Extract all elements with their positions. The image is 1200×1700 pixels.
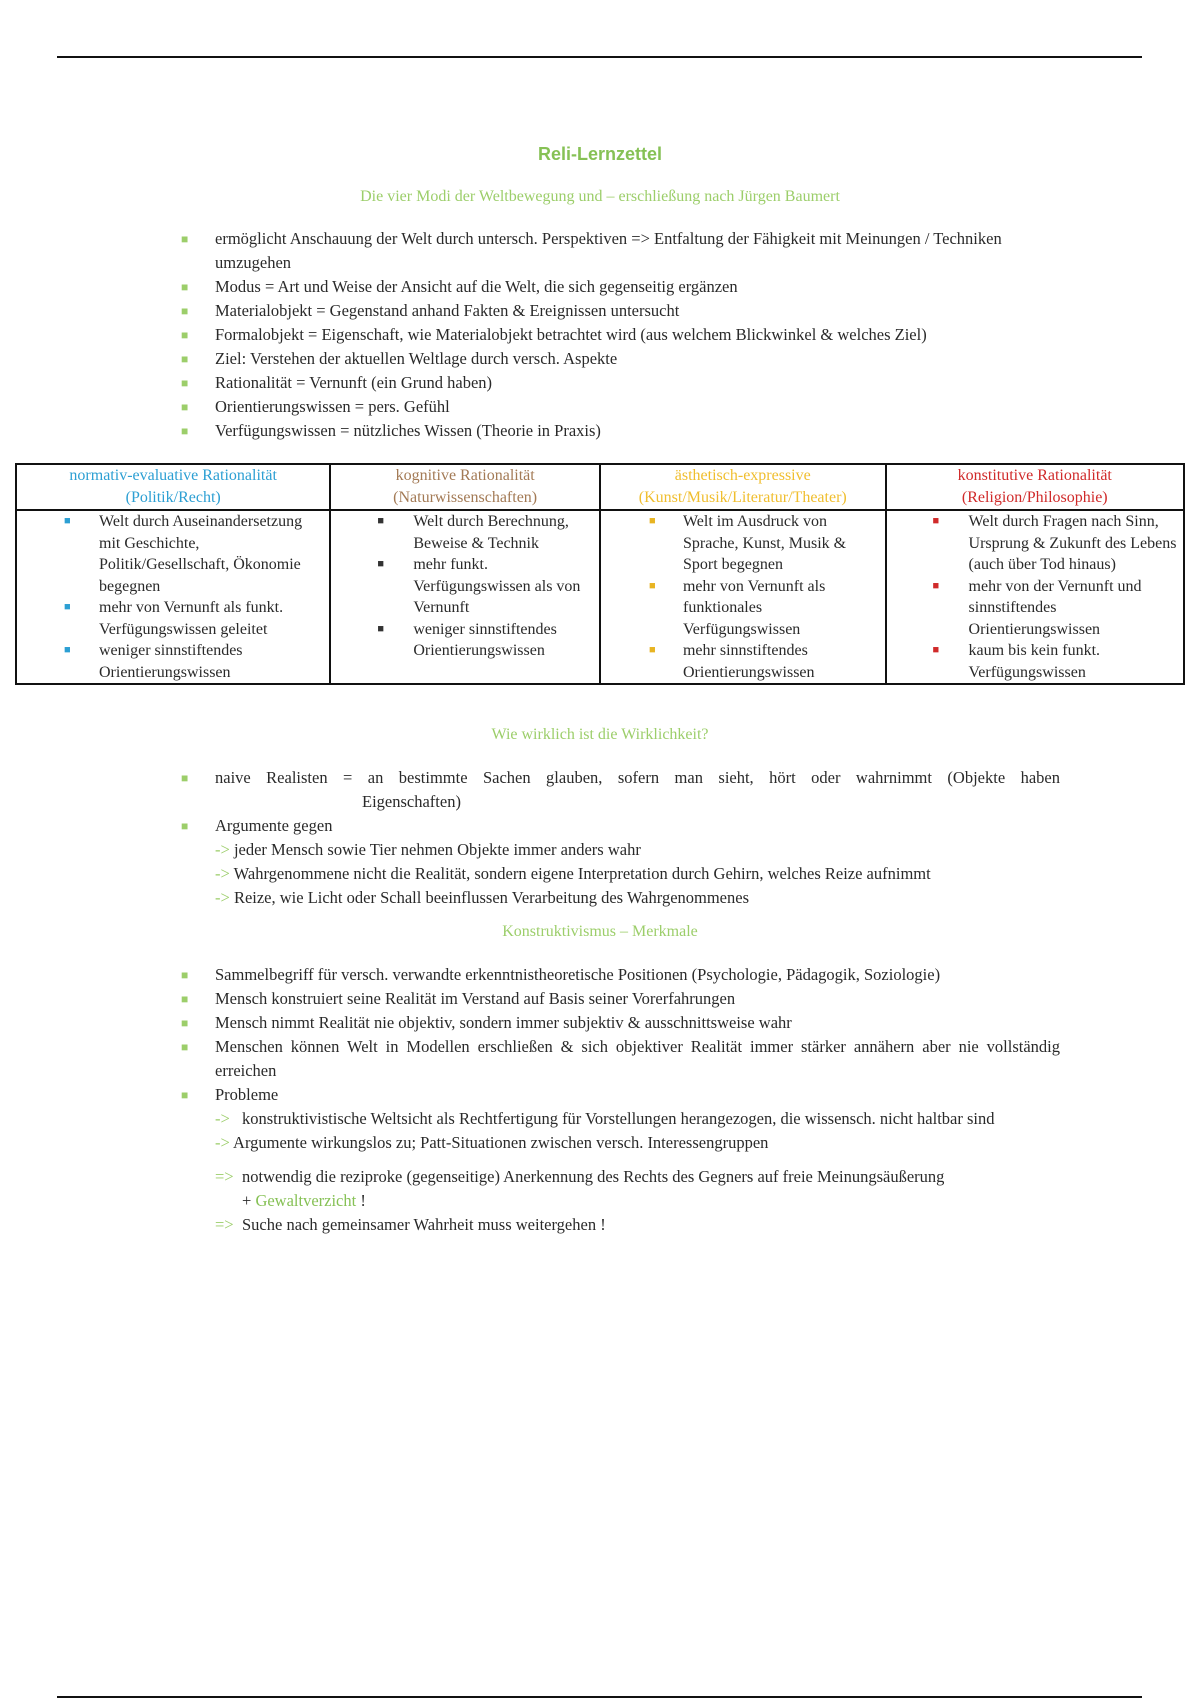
bullet-icon: ■ <box>932 579 940 592</box>
bullet-icon: ■ <box>181 376 189 390</box>
list-item: ■ Mensch konstruiert seine Realität im Verstand auf Basis seiner Vorerfahrungen <box>180 987 1060 1011</box>
list-item: ■ Ziel: Verstehen der aktuellen Weltlage durch versch. Aspekte <box>180 347 1060 371</box>
table-cell-konstitutiv <box>886 510 1184 684</box>
bullet-icon: ■ <box>648 644 656 656</box>
table-cell-kognitiv <box>330 510 600 684</box>
list-item: ■ mehr von der Vernunft und sinnstiftendes Orientierungswissen <box>932 577 1142 638</box>
list-item: ■ Rationalität = Vernunft (ein Grund haben) <box>180 371 1060 395</box>
arrow-icon: -> <box>215 840 230 859</box>
bullet-icon: ■ <box>181 352 189 366</box>
bullet-icon: ■ <box>932 515 940 527</box>
bullet-icon: ■ <box>181 232 189 246</box>
list-item: ■ ermöglicht Anschauung der Welt durch untersch. Perspektiven => Entfaltung der Fähigkeit mit Meinungen / Techniken umzugehen <box>181 229 1002 272</box>
list-item: ■ Orientierungswissen = pers. Gefühl <box>180 395 1060 419</box>
conclusion-item: => Suche nach gemeinsamer Wahrheit muss weitergehen ! <box>215 1213 1060 1237</box>
bullet-icon: ■ <box>181 328 189 342</box>
list-item: ■ kaum bis kein funkt. Verfügungswissen <box>932 642 1101 681</box>
list-item: ■ Welt im Ausdruck von Sprache, Kunst, Musik & Sport begegnen <box>648 513 847 573</box>
bullet-icon: ■ <box>64 515 71 527</box>
bullet-icon: ■ <box>377 622 384 635</box>
list-item: ■ Welt durch Fragen nach Sinn, Ursprung & Zukunft des Lebens (auch über Tod hinaus) <box>932 513 1177 573</box>
arrow-icon: -> <box>215 864 230 883</box>
sub-item: -> Wahrgenommene nicht die Realität, sondern eigene Interpretation durch Gehirn, welches Reize aufnimmt <box>215 864 931 883</box>
column-header-konstitutiv: konstitutive Rationalität (Religion/Philosophie) <box>886 464 1184 510</box>
bullet-icon: ■ <box>181 771 189 785</box>
bullet-icon: ■ <box>648 515 656 527</box>
column-header-aesthetisch: ästhetisch-expressive (Kunst/Musik/Literatur/Theater) <box>600 464 886 510</box>
bullet-icon: ■ <box>377 515 384 527</box>
table-cell-aesthetisch <box>600 510 886 684</box>
column-header-kognitiv: kognitive Rationalität (Naturwissenschaften) <box>330 464 600 510</box>
table-header-row <box>16 464 1184 510</box>
bullet-icon: ■ <box>181 1088 189 1102</box>
sub-item: -> jeder Mensch sowie Tier nehmen Objekte immer anders wahr <box>215 840 641 859</box>
bullet-icon: ■ <box>932 644 940 656</box>
bullet-icon: ■ <box>181 400 189 414</box>
table-cell-normativ <box>16 510 330 684</box>
list-item: ■ Welt durch Auseinandersetzung mit Geschichte, Politik/Gesellschaft, Ökonomie begegnen <box>64 513 303 595</box>
list-item: ■ Formalobjekt = Eigenschaft, wie Materialobjekt betrachtet wird (aus welchem Blickwinkel & welches Ziel) <box>180 323 1060 347</box>
list-item: ■ mehr funkt. Verfügungswissen als von Vernunft <box>377 556 581 616</box>
list-item: ■ Probleme -> konstruktivistische Weltsicht als Rechtfertigung für Vorstellungen herangezogen, die wissensch. nicht haltbar sind -> Argumente wirkungslos zu; Patt-Situationen zwischen versch. Interessengruppen => notwendig die reziproke (gegenseitige) Anerkennung des Rechts des Gegners auf freie Meinungsäußerung + Gewaltverzicht ! => Suche nach gemeinsamer Wahrheit muss weitergehen ! <box>180 1083 1060 1237</box>
section-heading-konstruktivismus: Konstruktivismus – Merkmale <box>502 923 698 940</box>
list-item: ■ mehr von Vernunft als funktionales Verfügungswissen <box>648 577 826 638</box>
list-item: ■ naive Realisten = an bestimmte Sachen glauben, sofern man sieht, hört oder wahrnimmt (Objekte haben Eigenschaften) <box>181 768 1060 811</box>
list-item: ■ Verfügungswissen = nützliches Wissen (Theorie in Praxis) <box>180 419 1060 443</box>
list-item: ■ weniger sinnstiftendes Orientierungswissen <box>64 642 243 681</box>
list-item: ■ Mensch nimmt Realität nie objektiv, sondern immer subjektiv & ausschnittsweise wahr <box>180 1011 1060 1035</box>
list-item: ■ Menschen können Welt in Modellen erschließen & sich objektiver Realität immer stärker annähern aber nie vollständig erreichen <box>181 1037 1060 1080</box>
modi-bullet-list <box>180 227 1060 443</box>
column-header-normativ: normativ-evaluative Rationalität (Politik/Recht) <box>16 464 330 510</box>
bullet-icon: ■ <box>181 992 189 1006</box>
section-heading-modi: Die vier Modi der Weltbewegung und – erschließung nach Jürgen Baumert <box>360 188 840 205</box>
bullet-icon: ■ <box>648 579 656 592</box>
bullet-icon: ■ <box>181 968 189 982</box>
list-item: ■ mehr von Vernunft als funkt. Verfügungswissen geleitet <box>64 599 284 638</box>
bottom-rule <box>57 1696 1142 1698</box>
list-item: ■ Argumente gegen -> jeder Mensch sowie Tier nehmen Objekte immer anders wahr -> Wahrgenommene nicht die Realität, sondern eigene Interpretation durch Gehirn, welches Reize aufnimmt -> Reize, wie Licht oder Schall beeinflussen Verarbeitung des Wahrgenommenes <box>180 814 1060 910</box>
bullet-icon: ■ <box>181 1040 189 1054</box>
page-title: Reli-Lernzettel <box>537 144 663 164</box>
bullet-icon: ■ <box>181 280 189 294</box>
modi-table <box>15 463 1185 685</box>
bullet-icon: ■ <box>181 819 189 833</box>
bullet-icon: ■ <box>64 601 71 613</box>
list-item: ■ Sammelbegriff für versch. verwandte erkenntnistheoretische Positionen (Psychologie, Pädagogik, Soziologie) <box>180 963 1060 987</box>
bullet-icon: ■ <box>181 304 189 318</box>
sub-item: -> konstruktivistische Weltsicht als Rechtfertigung für Vorstellungen herangezogen, die wissensch. nicht haltbar sind <box>215 1107 1060 1131</box>
section-heading-wirklichkeit: Wie wirklich ist die Wirklichkeit? <box>491 726 709 743</box>
list-item: ■ Materialobjekt = Gegenstand anhand Fakten & Ereignissen untersucht <box>180 299 1060 323</box>
highlight-gewaltverzicht: Gewaltverzicht <box>255 1191 357 1210</box>
bullet-icon: ■ <box>181 1016 189 1030</box>
list-item: ■ mehr sinnstiftendes Orientierungswissen <box>648 642 815 681</box>
bullet-icon: ■ <box>377 558 384 570</box>
arrow-icon: -> <box>215 1133 230 1152</box>
arrow-icon: -> <box>215 888 230 907</box>
list-item: ■ Welt durch Berechnung, Beweise & Technik <box>377 513 569 552</box>
sub-item: -> Argumente wirkungslos zu; Patt-Situationen zwischen versch. Interessengruppen <box>215 1133 769 1152</box>
list-item: ■ weniger sinnstiftendes Orientierungswissen <box>377 620 557 659</box>
sub-item: -> Reize, wie Licht oder Schall beeinflussen Verarbeitung des Wahrgenommenes <box>215 888 749 907</box>
double-arrow-icon: => <box>215 1167 234 1186</box>
arrow-icon: -> <box>215 1109 230 1128</box>
bullet-icon: ■ <box>181 424 189 438</box>
bullet-icon: ■ <box>64 644 71 656</box>
konstruktivismus-bullet-list <box>180 963 1060 1237</box>
wirklichkeit-bullet-list <box>180 766 1060 910</box>
top-rule <box>57 56 1142 58</box>
table-row <box>16 510 1184 684</box>
double-arrow-icon: => <box>215 1215 234 1234</box>
list-item: ■ Modus = Art und Weise der Ansicht auf die Welt, die sich gegenseitig ergänzen <box>180 275 1060 299</box>
conclusion-item: => notwendig die reziproke (gegenseitige) Anerkennung des Rechts des Gegners auf freie Meinungsäußerung + Gewaltverzicht ! <box>215 1165 1060 1213</box>
